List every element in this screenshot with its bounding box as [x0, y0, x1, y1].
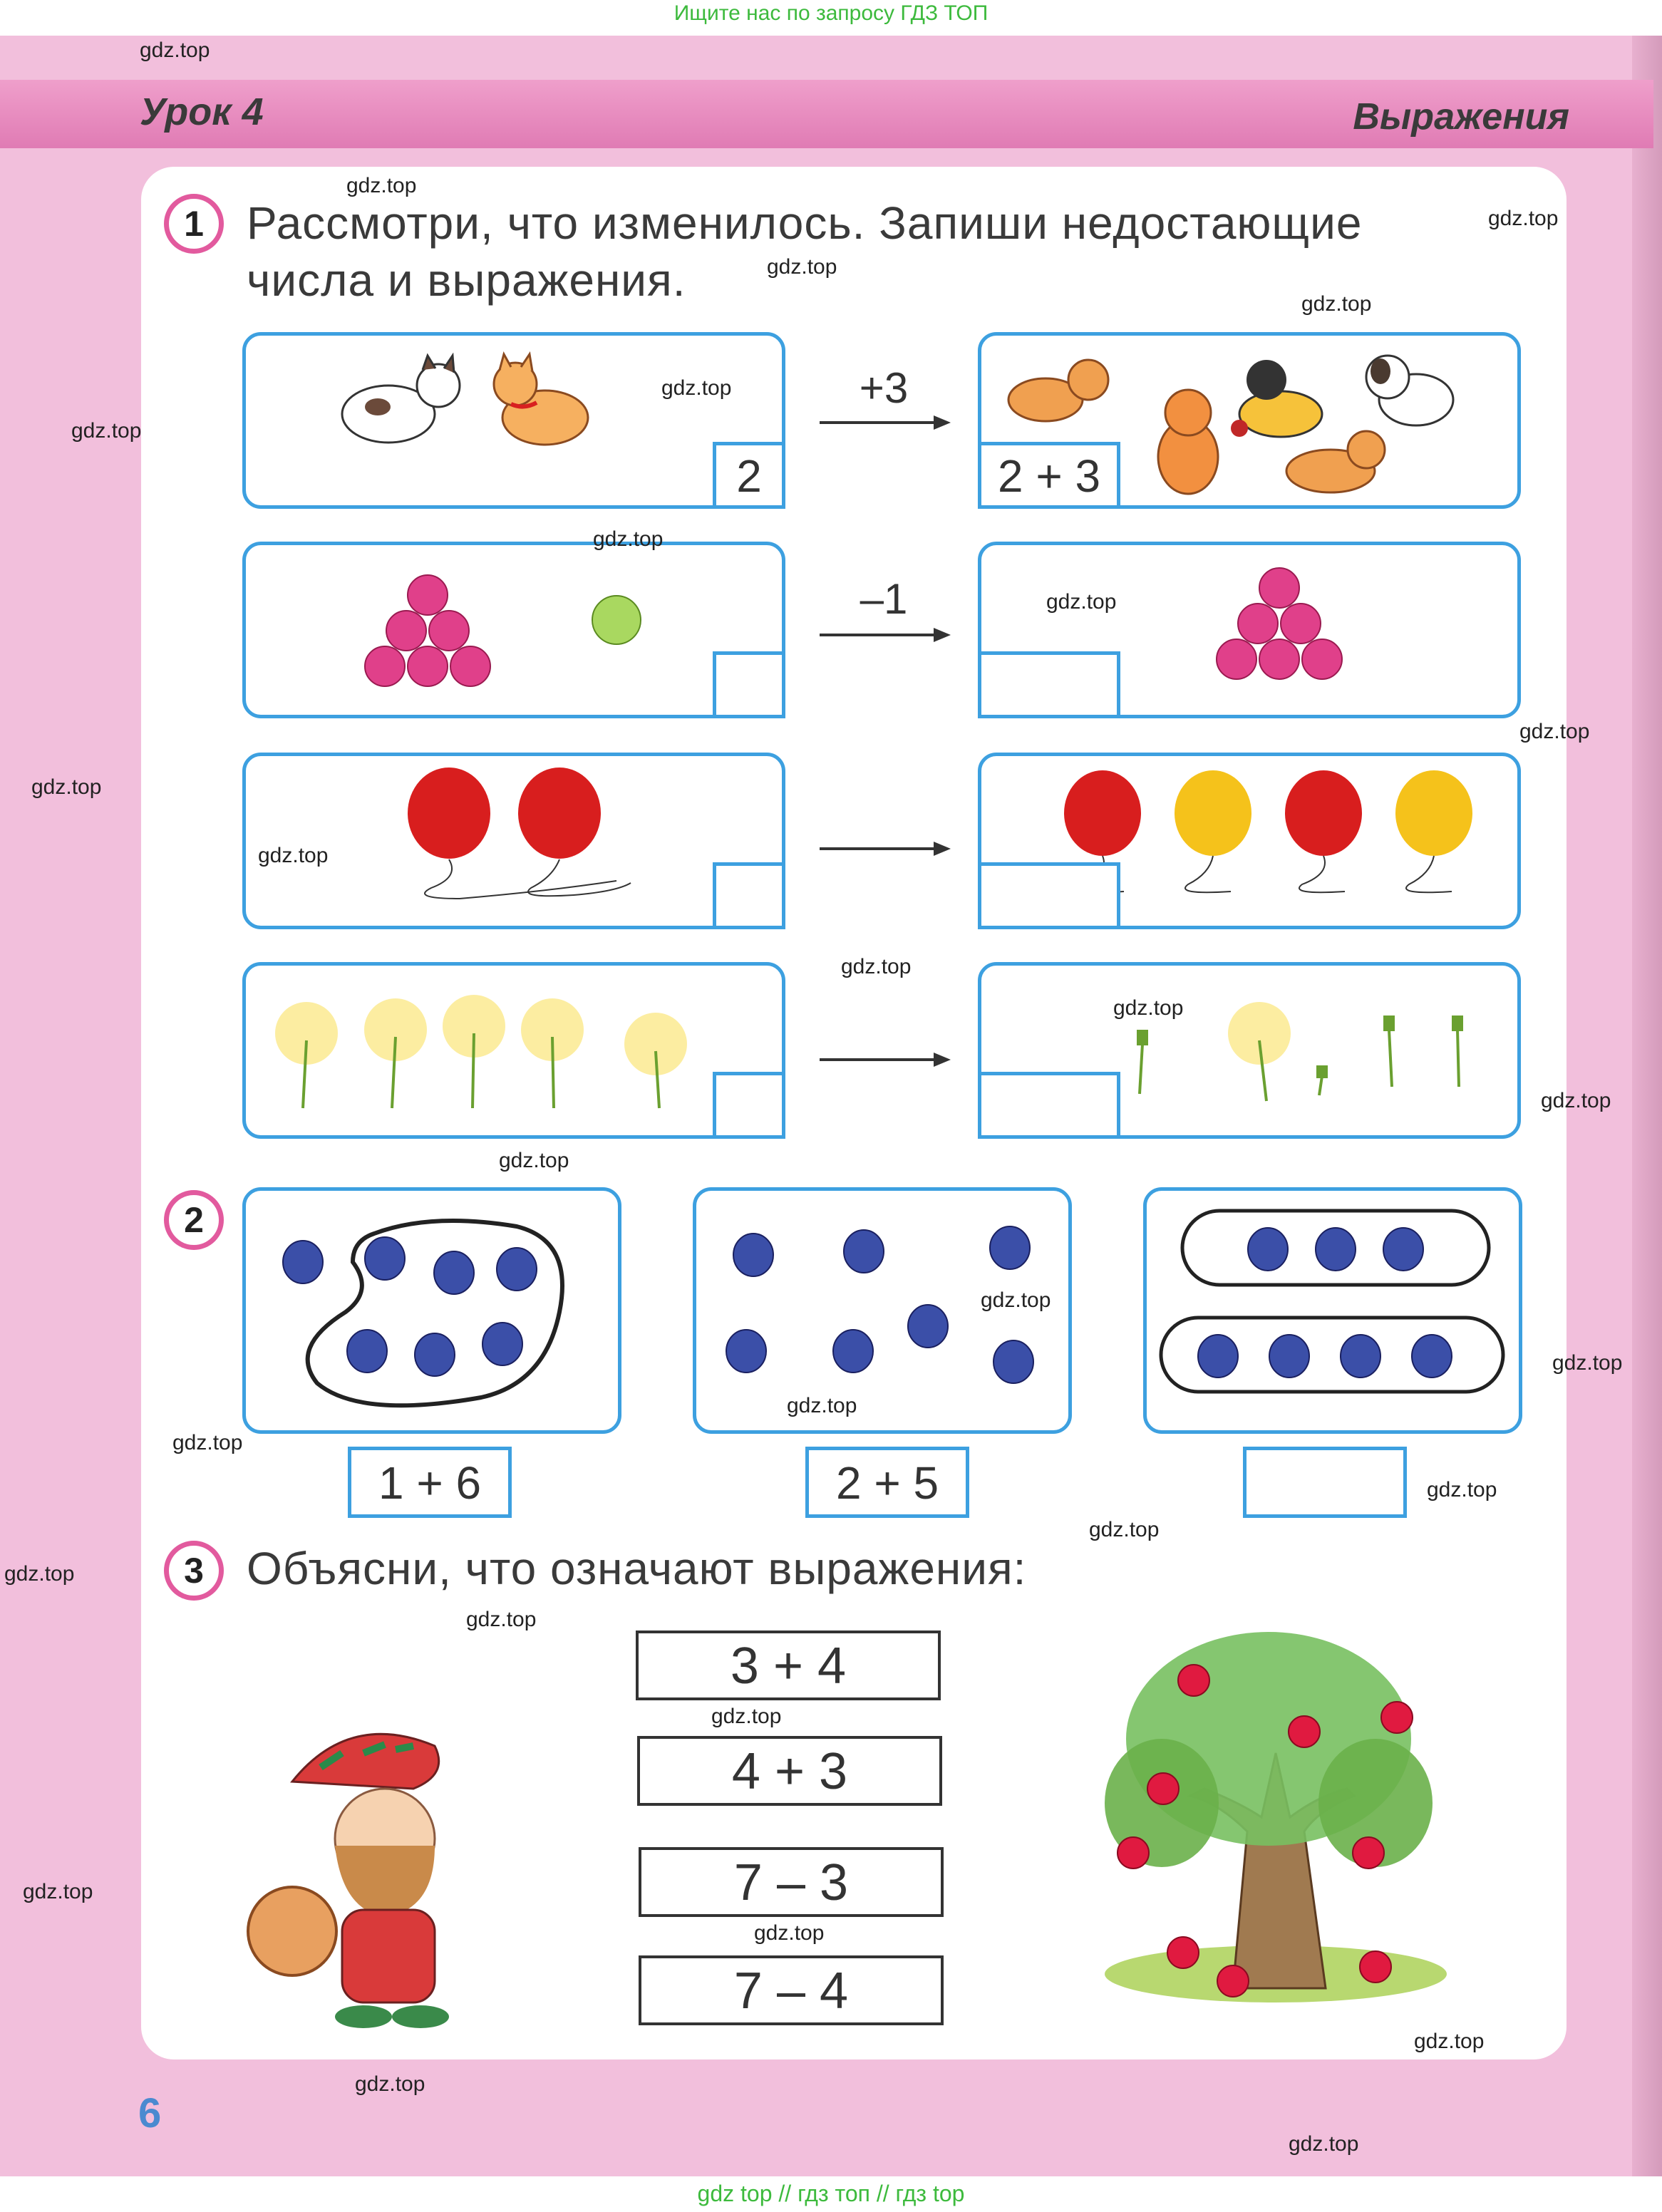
watermark: gdz.top [1488, 207, 1559, 230]
row1-right-answer[interactable]: 2 + 3 [978, 442, 1120, 509]
apple-icon [1238, 604, 1278, 644]
plum-icon [1198, 1335, 1238, 1378]
apple-icon [408, 575, 448, 615]
plum-icon [908, 1305, 948, 1348]
watermark: gdz.top [711, 1705, 782, 1728]
watermark: gdz.top [1089, 1518, 1160, 1541]
dandelion-stem-icon [1316, 1065, 1328, 1095]
plum-icon [844, 1230, 884, 1273]
watermark: gdz.top [787, 1394, 857, 1417]
task-1-text-line2: числа и выражения. [247, 254, 686, 306]
row3-right-answer[interactable] [978, 862, 1120, 929]
watermark: gdz.top [258, 844, 329, 867]
row3-left-answer[interactable] [713, 862, 785, 929]
page-spine [1632, 36, 1662, 2176]
plums-answer-2[interactable]: 2 + 5 [805, 1447, 969, 1518]
apple-icon [1281, 604, 1321, 644]
balloons-picture [246, 756, 782, 926]
dandelion-icon [521, 998, 584, 1108]
plums-answer-3[interactable] [1243, 1447, 1407, 1518]
plum-icon [1412, 1335, 1452, 1378]
apple-icon [1217, 1965, 1249, 1997]
plum-icon [482, 1323, 522, 1365]
plum-icon [365, 1237, 405, 1280]
dandelion-icon [624, 1013, 687, 1108]
row4-right-answer[interactable] [978, 1072, 1120, 1139]
page-number: 6 [138, 2090, 162, 2136]
cat-icon [342, 356, 460, 443]
watermark: gdz.top [355, 2072, 425, 2096]
red-balloon-icon [408, 768, 490, 859]
plum-icon [733, 1234, 773, 1276]
plum-icon [283, 1241, 323, 1283]
row1-left-picture-box [242, 332, 785, 509]
row2-left-answer[interactable] [713, 651, 785, 718]
row2-operation: –1 [860, 575, 908, 623]
apple-icon [1360, 1951, 1391, 1983]
watermark: gdz.top [346, 174, 417, 197]
watermark: gdz.top [981, 1288, 1051, 1312]
plum-icon [1316, 1228, 1356, 1271]
watermark: gdz.top [841, 955, 912, 978]
apple-tree-illustration [1090, 1618, 1461, 2017]
task-3-badge: 3 [164, 1541, 224, 1601]
plum-icon [415, 1333, 455, 1376]
plum-icon [347, 1330, 387, 1373]
red-balloon-icon [518, 768, 601, 859]
plum-icon [990, 1226, 1030, 1269]
watermark: gdz.top [499, 1149, 569, 1172]
cat-icon [1158, 390, 1218, 494]
gnome-illustration [242, 1703, 542, 2038]
apple-icon [365, 646, 405, 686]
cats-picture [246, 336, 782, 505]
apple-icon [1381, 1702, 1413, 1733]
row2-right-answer[interactable] [978, 651, 1120, 718]
row4-left-picture-box [242, 962, 785, 1139]
plum-icon [993, 1340, 1033, 1383]
red-balloon-icon [1285, 770, 1362, 856]
watermark: gdz.top [1301, 292, 1372, 316]
watermark: gdz.top [4, 1562, 75, 1586]
watermark: gdz.top [1519, 720, 1590, 743]
watermark: gdz.top [172, 1431, 243, 1454]
watermark: gdz.top [661, 376, 732, 400]
dandelion-icon [275, 1002, 338, 1108]
watermark: gdz.top [767, 255, 837, 279]
plums-box-1 [242, 1187, 621, 1434]
watermark: gdz.top [593, 527, 664, 551]
apple-icon [1289, 1716, 1320, 1747]
plum-icon [1383, 1228, 1423, 1271]
apple-icon [1118, 1837, 1149, 1869]
expression-box: 7 – 4 [639, 1955, 944, 2025]
plum-icon [1269, 1335, 1309, 1378]
red-balloon-icon [1064, 770, 1141, 856]
apple-icon [1178, 1665, 1209, 1696]
apple-icon [1353, 1837, 1384, 1869]
plums-picture [1147, 1191, 1519, 1430]
plums-picture [246, 1191, 618, 1430]
watermark: gdz.top [754, 1921, 825, 1945]
dandelion-stem-icon [1452, 1015, 1463, 1087]
row4-left-answer[interactable] [713, 1072, 785, 1139]
cat-icon [1286, 431, 1385, 492]
apple-icon [450, 646, 490, 686]
apple-icon [1167, 1937, 1199, 1968]
row1-left-answer[interactable]: 2 [713, 442, 785, 509]
cat-icon [1231, 360, 1322, 437]
watermark: gdz.top [466, 1608, 537, 1631]
plum-icon [726, 1330, 766, 1373]
apple-icon [386, 611, 426, 651]
plums-box-3 [1143, 1187, 1522, 1434]
apple-icon [1217, 639, 1256, 679]
apple-icon [1302, 639, 1342, 679]
watermark: gdz.top [1289, 2132, 1359, 2156]
expression-box: 7 – 3 [639, 1847, 944, 1917]
lesson-title: Урок 4 [140, 91, 264, 133]
plum-icon [1248, 1228, 1288, 1271]
watermark: gdz.top [1113, 996, 1184, 1020]
row1-arrow [818, 412, 954, 433]
expression-box: 3 + 4 [636, 1630, 941, 1700]
dandelion-stem-icon [1383, 1015, 1395, 1087]
watermark: gdz.top [1427, 1478, 1497, 1502]
row4-arrow [818, 1049, 954, 1070]
expression-box: 4 + 3 [637, 1736, 942, 1806]
dandelion-icon [443, 995, 505, 1108]
apple-icon [429, 611, 469, 651]
row3-left-picture-box [242, 753, 785, 929]
bottom-search-links[interactable]: gdz top // гдз топ // гдз top [697, 2181, 965, 2206]
lesson-topic: Выражения [1353, 96, 1569, 138]
apple-icon [1147, 1773, 1179, 1804]
yellow-balloon-icon [1175, 770, 1251, 856]
task-3-text: Объясни, что означают выражения: [247, 1543, 1027, 1594]
cat-icon [1008, 360, 1108, 421]
row3-arrow [818, 838, 954, 859]
dandelions-picture [246, 966, 782, 1135]
cat-icon [494, 354, 588, 445]
row2-left-picture-box [242, 542, 785, 718]
watermark: gdz.top [1541, 1089, 1611, 1112]
apple-icon [408, 646, 448, 686]
row1-operation: +3 [859, 364, 909, 412]
plum-icon [497, 1248, 537, 1291]
watermark: gdz.top [1046, 590, 1117, 614]
top-search-link[interactable]: Ищите нас по запросу ГДЗ ТОП [673, 1, 989, 25]
yellow-balloon-icon [1395, 770, 1472, 856]
dandelion-icon [364, 998, 427, 1108]
task-1-text-line1: Рассмотри, что изменилось. Запиши недостающие [247, 197, 1363, 249]
watermark: gdz.top [140, 38, 210, 62]
row2-arrow [818, 624, 954, 646]
dandelion-icon [1228, 1002, 1291, 1101]
apple-icon [1259, 568, 1299, 608]
cat-icon [1366, 356, 1453, 425]
dandelion-stem-icon [1137, 1030, 1148, 1094]
task-1-badge: 1 [164, 194, 224, 254]
plum-icon [833, 1330, 873, 1373]
watermark: gdz.top [71, 419, 142, 443]
plums-answer-1[interactable]: 1 + 6 [348, 1447, 512, 1518]
plum-icon [1341, 1335, 1380, 1378]
apples-picture [246, 545, 782, 715]
watermark: gdz.top [1552, 1351, 1623, 1375]
watermark: gdz.top [23, 1880, 93, 1903]
apple-icon [1259, 639, 1299, 679]
task-2-badge: 2 [164, 1190, 224, 1250]
green-apple-icon [592, 596, 641, 644]
plum-icon [434, 1251, 474, 1294]
watermark: gdz.top [1414, 2030, 1485, 2053]
watermark: gdz.top [31, 775, 102, 799]
